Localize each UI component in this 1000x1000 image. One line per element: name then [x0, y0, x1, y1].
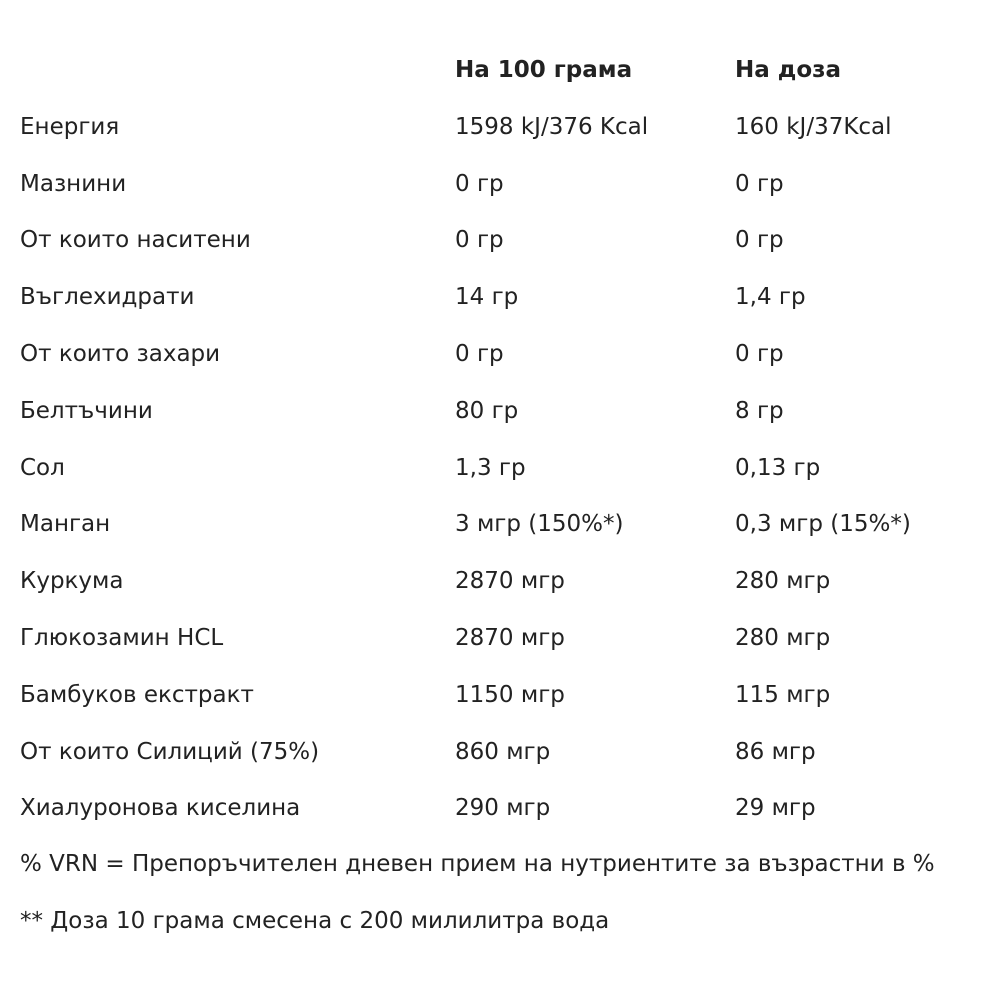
value-per-100g: 290 мгр: [455, 795, 551, 822]
table-row: [0, 780, 1000, 837]
value-per-dose: 0 гр: [735, 340, 784, 367]
nutrient-name: Мазнини: [20, 170, 127, 197]
vrn-footnote: % VRN = Препоръчителен дневен прием на нутриентите за възрастни в %: [20, 851, 935, 877]
table-row: [0, 326, 1000, 383]
value-per-dose: 280 мгр: [735, 624, 831, 651]
value-per-dose: 0,3 мгр (15%*): [735, 511, 911, 538]
value-per-100g: 2870 мгр: [455, 624, 565, 651]
value-per-dose: 160 kJ/37Kcal: [735, 113, 892, 140]
table-row: [0, 440, 1000, 497]
value-per-dose: 1,4 гр: [735, 284, 806, 311]
value-per-100g: 0 гр: [455, 227, 504, 254]
nutrient-name: Въглехидрати: [20, 284, 195, 311]
value-per-100g: 14 гр: [455, 284, 519, 311]
value-per-100g: 0 гр: [455, 170, 504, 197]
value-per-dose: 280 мгр: [735, 568, 831, 595]
table-row: [0, 553, 1000, 610]
value-per-100g: 3 мгр (150%*): [455, 511, 624, 538]
value-per-100g: 1150 мгр: [455, 681, 565, 708]
table-header-row: [0, 42, 1000, 99]
nutrient-name: От които захари: [20, 340, 221, 367]
table-row: [0, 269, 1000, 326]
value-per-100g: 0 гр: [455, 340, 504, 367]
value-per-dose: 0,13 гр: [735, 454, 821, 481]
nutrient-name: Белтъчини: [20, 397, 153, 424]
nutrient-name: Куркума: [20, 568, 124, 595]
nutrient-name: Хиалуронова киселина: [20, 795, 301, 822]
nutrient-name: Бамбуков екстракт: [20, 681, 254, 708]
header-per-100g: На 100 грама: [455, 57, 633, 83]
table-row: [0, 496, 1000, 553]
nutrient-name: Енергия: [20, 113, 120, 140]
table-row: [0, 667, 1000, 724]
nutrition-table: [0, 42, 1000, 837]
table-row: [0, 383, 1000, 440]
value-per-dose: 8 гр: [735, 397, 784, 424]
nutrient-name: От които Силиций (75%): [20, 738, 320, 765]
table-row: [0, 724, 1000, 781]
nutrient-name: Глюкозамин HCL: [20, 624, 224, 651]
value-per-dose: 0 гр: [735, 227, 784, 254]
table-row: [0, 212, 1000, 269]
value-per-dose: 86 мгр: [735, 738, 816, 765]
nutrient-name: От които наситени: [20, 227, 251, 254]
value-per-100g: 1,3 гр: [455, 454, 526, 481]
table-row: [0, 156, 1000, 213]
nutrient-name: Манган: [20, 511, 111, 538]
nutrient-name: Сол: [20, 454, 65, 481]
value-per-100g: 860 мгр: [455, 738, 551, 765]
value-per-dose: 0 гр: [735, 170, 784, 197]
table-row: [0, 99, 1000, 156]
value-per-dose: 115 мгр: [735, 681, 831, 708]
value-per-100g: 2870 мгр: [455, 568, 565, 595]
table-row: [0, 610, 1000, 667]
value-per-dose: 29 мгр: [735, 795, 816, 822]
value-per-100g: 1598 kJ/376 Kcal: [455, 113, 649, 140]
header-per-dose: На доза: [735, 57, 842, 83]
dose-footnote: ** Доза 10 грама смесена с 200 милилитра вода: [20, 908, 610, 934]
value-per-100g: 80 гр: [455, 397, 519, 424]
